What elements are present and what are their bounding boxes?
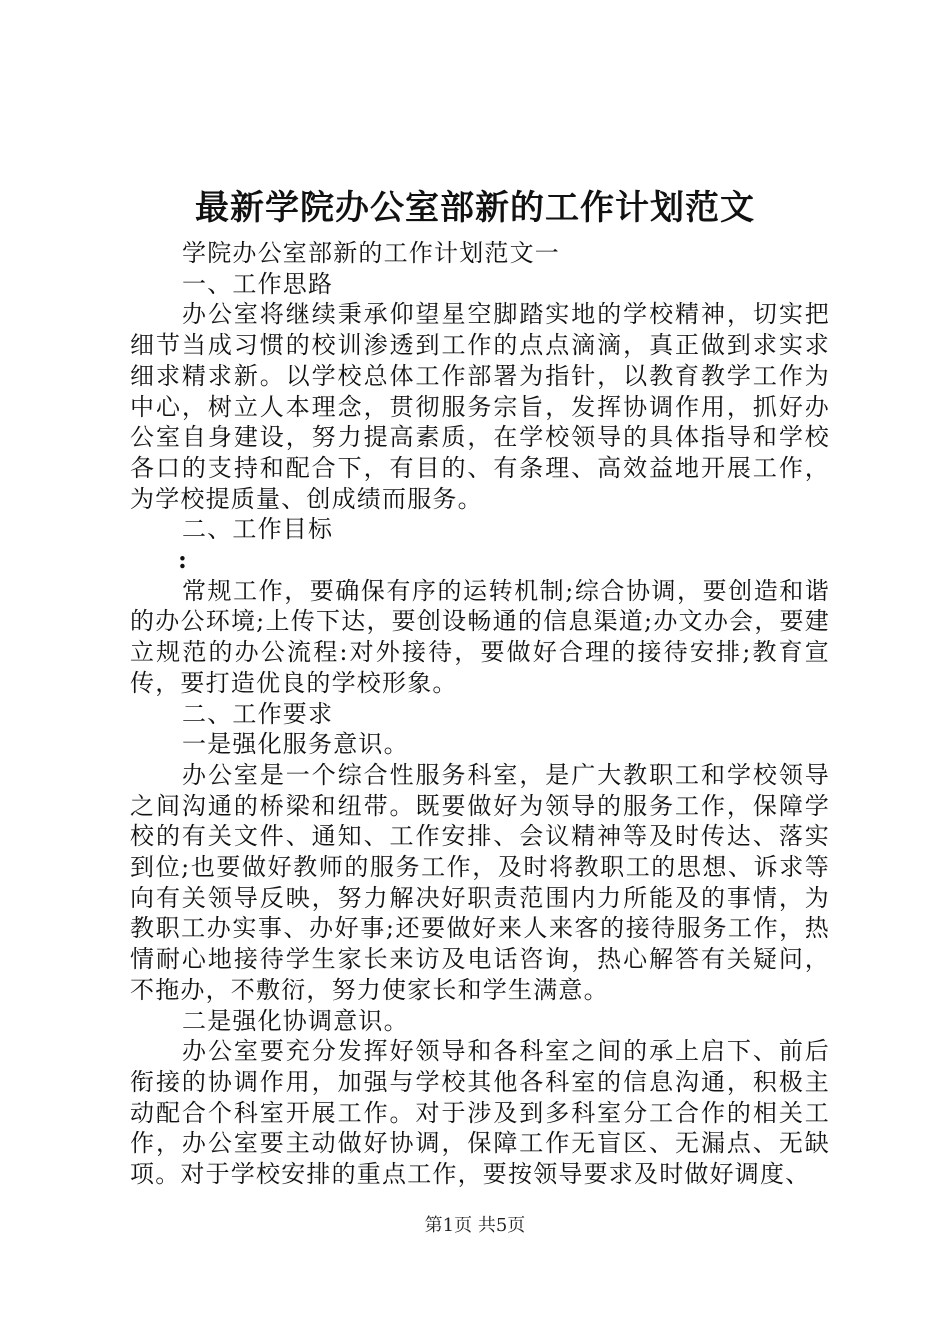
section-subtitle: 学院办公室部新的工作计划范文一: [182, 239, 560, 267]
paragraph-work-approach: 办公室将继续秉承仰望星空脚踏实地的学校精神，切实把细节当成习惯的校训渗透到工作的点点滴滴，真正做到求实求细求精求新。以学校总体工作部署为指针，以教育教学工作为中心，树立人本理念，贯彻服务宗旨，发挥协调作用，抓好办公室自身建设，努力提高素质，在学校领导的具体指导和学校各口的支持和配合下，有目的、有条理、高效益地开展工作，为学校提质量、创成绩而服务。: [130, 300, 830, 513]
paragraph-work-goals: 常规工作，要确保有序的运转机制;综合协调，要创造和谐的办公环境;上传下达，要创设畅通的信息渠道;办文办会，要建立规范的办公流程:对外接待，要做好合理的接待安排;教育宣传，要打造优良的学校形象。: [130, 576, 830, 697]
subheading-coordination-awareness: 二是强化协调意识。: [182, 1006, 409, 1035]
subheading-service-awareness: 一是强化服务意识。: [182, 730, 409, 759]
heading-work-approach: 一、工作思路: [182, 269, 334, 298]
document-title: 最新学院办公室部新的工作计划范文: [195, 188, 755, 228]
page-number-footer: 第1页 共5页: [424, 1215, 526, 1236]
heading-work-requirements: 二、工作要求: [182, 699, 334, 728]
colon-line: :: [178, 545, 189, 575]
paragraph-coordination-awareness: 办公室要充分发挥好领导和各科室之间的承上启下、前后衔接的协调作用，加强与学校其他各科室的信息沟通，积极主动配合个科室开展工作。对于涉及到多科室分工合作的相关工作，办公室要主动做好协调，保障工作无盲区、无漏点、无缺项。对于学校安排的重点工作，要按领导要求及时做好调度、: [130, 1037, 830, 1189]
heading-work-goals: 二、工作目标: [182, 515, 334, 544]
document-body: [130, 238, 830, 1190]
paragraph-service-awareness: 办公室是一个综合性服务科室，是广大教职工和学校领导之间沟通的桥梁和纽带。既要做好为领导的服务工作，保障学校的有关文件、通知、工作安排、会议精神等及时传达、落实到位;也要做好教师的服务工作，及时将教职工的思想、诉求等向有关领导反映，努力解决好职责范围内力所能及的事情，为教职工办实事、办好事;还要做好来人来客的接待服务工作，热情耐心地接待学生家长来访及电话咨询，热心解答有关疑问，不拖办，不敷衍，努力使家长和学生满意。: [130, 760, 830, 1004]
